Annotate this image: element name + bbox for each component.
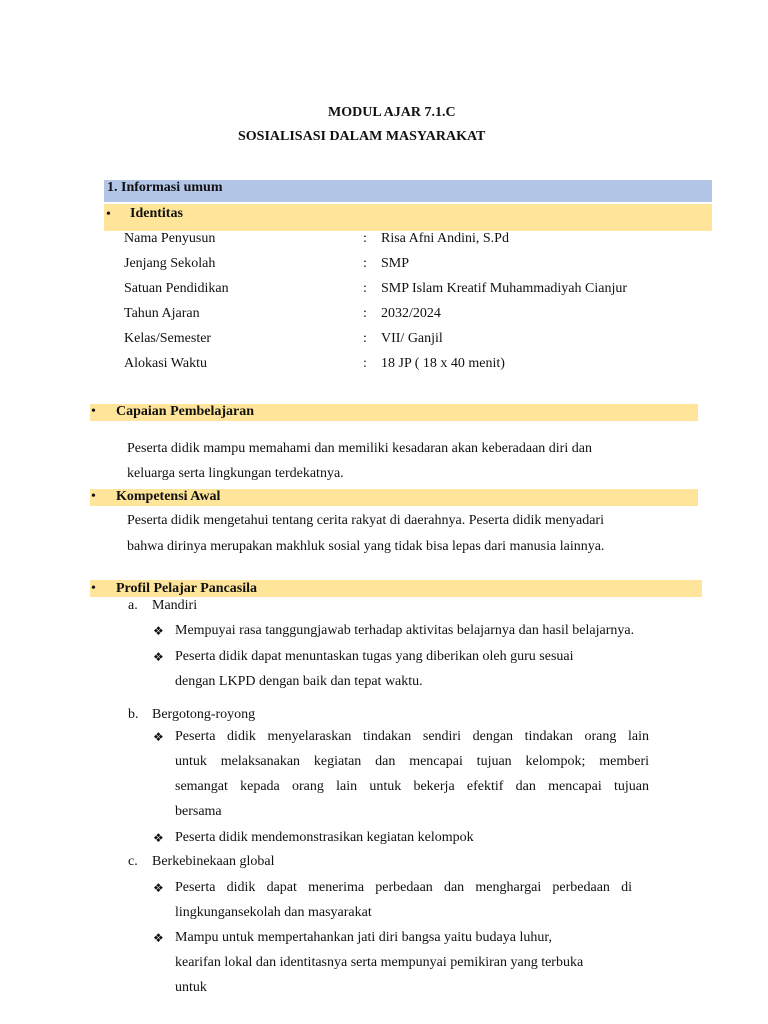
identitas-row <box>0 356 768 381</box>
module-subtitle: SOSIALISASI DALAM MASYARAKAT <box>238 129 486 144</box>
row-colon: : <box>363 231 367 246</box>
row-value: VII/ Ganjil <box>381 331 443 346</box>
kompetensi-text-line2: bahwa dirinya merupakan makhluk sosial yang tidak bisa lepas dari manusia lainnya. <box>127 539 605 554</box>
informasi-umum-heading: 1. Informasi umum <box>107 180 223 195</box>
item-c2-line1: Mampu untuk mempertahankan jati diri bangsa yaitu budaya luhur, <box>175 930 552 945</box>
item-a-title: Mandiri <box>152 598 198 613</box>
identitas-row <box>0 331 768 356</box>
item-a1-text: Mempuyai rasa tanggungjawab terhadap aktivitas belajarnya dan hasil belajarnya. <box>175 623 635 638</box>
identitas-heading: Identitas <box>130 206 183 221</box>
diamond-bullet-icon: ❖ <box>153 931 164 945</box>
item-c-marker: c. <box>128 854 138 869</box>
item-b1-line3: semangat kepada orang lain untuk bekerja efektif dan mencapai tujuan <box>175 779 649 794</box>
item-b-title: Bergotong-royong <box>152 707 256 722</box>
item-a-marker: a. <box>128 598 138 613</box>
identitas-row <box>0 306 768 331</box>
diamond-bullet-icon: ❖ <box>153 831 164 845</box>
kompetensi-bullet: • <box>91 489 96 504</box>
diamond-bullet-icon: ❖ <box>153 624 164 638</box>
kompetensi-heading: Kompetensi Awal <box>116 489 221 504</box>
row-label: Kelas/Semester <box>124 331 212 346</box>
row-colon: : <box>363 256 367 271</box>
row-colon: : <box>363 281 367 296</box>
row-label: Satuan Pendidikan <box>124 281 229 296</box>
row-label: Tahun Ajaran <box>124 306 200 321</box>
item-b1-line4: bersama <box>175 804 222 819</box>
capaian-text-line2: keluarga serta lingkungan terdekatnya. <box>127 466 344 481</box>
diamond-bullet-icon: ❖ <box>153 881 164 895</box>
identitas-row <box>0 281 768 306</box>
capaian-text-line1: Peserta didik mampu memahami dan memiliki kesadaran akan keberadaan diri dan <box>127 441 592 456</box>
capaian-heading: Capaian Pembelajaran <box>116 404 255 419</box>
row-label: Alokasi Waktu <box>124 356 207 371</box>
kompetensi-text-line1: Peserta didik mengetahui tentang cerita rakyat di daerahnya. Peserta didik menyadari <box>127 513 604 528</box>
item-c1-line2: lingkungansekolah dan masyarakat <box>175 905 372 920</box>
item-b1-line1: Peserta didik menyelaraskan tindakan sendiri dengan tindakan orang lain <box>175 729 649 744</box>
row-colon: : <box>363 331 367 346</box>
item-c1-line1: Peserta didik dapat menerima perbedaan dan menghargai perbedaan di <box>175 880 632 895</box>
item-b2-text: Peserta didik mendemonstrasikan kegiatan kelompok <box>175 830 474 845</box>
identitas-row <box>0 256 768 281</box>
row-value: 2032/2024 <box>381 306 441 321</box>
item-a2-line2: dengan LKPD dengan baik dan tepat waktu. <box>175 674 423 689</box>
row-colon: : <box>363 306 367 321</box>
row-label: Nama Penyusun <box>124 231 216 246</box>
item-b-marker: b. <box>128 707 139 722</box>
capaian-bullet: • <box>91 404 96 419</box>
row-value: Risa Afni Andini, S.Pd <box>381 231 509 246</box>
identitas-row <box>0 231 768 256</box>
item-a2-line1: Peserta didik dapat menuntaskan tugas yang diberikan oleh guru sesuai <box>175 649 574 664</box>
row-value: SMP Islam Kreatif Muhammadiyah Cianjur <box>381 281 627 296</box>
identitas-band <box>104 204 712 231</box>
diamond-bullet-icon: ❖ <box>153 650 164 664</box>
item-b1-line2: untuk melaksanakan kegiatan dan mencapai tujuan kelompok; memberi <box>175 754 649 769</box>
diamond-bullet-icon: ❖ <box>153 730 164 744</box>
profil-heading: Profil Pelajar Pancasila <box>116 581 258 596</box>
item-c2-line3: untuk <box>175 980 207 995</box>
module-title: MODUL AJAR 7.1.C <box>328 105 456 120</box>
item-c-title: Berkebinekaan global <box>152 854 275 869</box>
identitas-bullet: • <box>106 207 111 222</box>
profil-bullet: • <box>91 581 96 596</box>
row-colon: : <box>363 356 367 371</box>
row-value: SMP <box>381 256 410 271</box>
row-value: 18 JP ( 18 x 40 menit) <box>381 356 505 371</box>
item-c2-line2: kearifan lokal dan identitasnya serta mempunyai pemikiran yang terbuka <box>175 955 584 970</box>
row-label: Jenjang Sekolah <box>124 256 216 271</box>
